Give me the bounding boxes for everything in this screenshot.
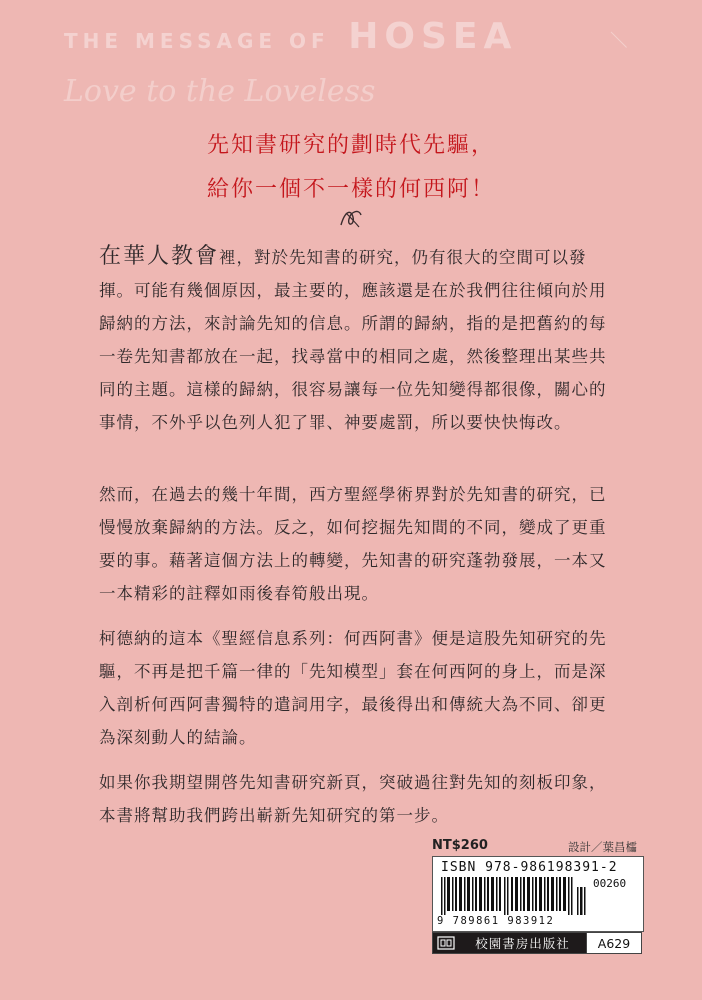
publisher-bar — [432, 932, 642, 954]
publisher-name: 校園書房出版社 — [475, 936, 570, 951]
tagline-line-2: 給你一個不一樣的何西阿！ — [206, 177, 495, 202]
fold-mark — [595, 32, 627, 64]
publisher-logo-icon — [433, 933, 459, 953]
body-paragraph-2: 然而，在過去的幾十年間，西方聖經學術界對於先知書的研究，已慢慢放棄歸納的方法。反之，如何挖掘先知間的不同，變成了更重要的事。藉著這個方法上的轉變，先知書的研究蓬勃發展，一本又一本精彩的註釋如雨後春筍般出現。 — [99, 485, 607, 603]
tagline-line-1: 先知書研究的劃時代先驅， — [206, 133, 495, 158]
paragraph-lead-text: 在華人教會 — [99, 244, 220, 269]
designer-credit: 設計／葉昌櫺 — [568, 840, 637, 854]
barcode-icon — [441, 877, 587, 915]
body-paragraph-3: 柯德納的這本《聖經信息系列：何西阿書》便是這股先知研究的先驅，不再是把千篇一律的「先知模型」套在何西阿的身上，而是深入剖析何西阿書獨特的遣詞用字，最後得出和傳統大為不同、卻更為深刻動人的結論。 — [99, 629, 607, 747]
isbn-label: ISBN 978-986198391-2 — [441, 860, 618, 875]
barcode-digits: 9 789861 983912 — [437, 915, 555, 927]
price-label: NT$260 — [432, 838, 488, 853]
barcode-box — [432, 856, 644, 932]
body-paragraph-4: 如果你我期望開啓先知書研究新頁，突破過往對先知的刻板印象，本書將幫助我們跨出嶄新先知研究的第一步。 — [99, 773, 607, 825]
body-paragraph-1 — [99, 240, 619, 439]
series-title-watermark — [64, 16, 517, 57]
catalog-code: A629 — [586, 933, 641, 953]
series-title-main: HOSEA — [348, 16, 518, 57]
addon-code: 00260 — [593, 877, 627, 890]
series-subtitle-watermark: Love to the Loveless — [64, 74, 376, 109]
swirl-ornament-icon — [337, 205, 365, 231]
paragraph-1-text: 裡，對於先知書的研究，仍有很大的空間可以發揮。可能有幾個原因，最主要的，應該還是在於我們往往傾向於用歸納的方法，來討論先知的信息。所謂的歸納，指的是把舊約的每一卷先知書都放在一起，找尋當中的相同之處，然後整理出某些共同的主題。這樣的歸納，很容易讓每一位先知變得都很像，關心的事情，不外乎以色列人犯了罪、神要處罰，所以要快快悔改。 — [99, 248, 607, 432]
series-title-prefix: THE MESSAGE OF — [64, 29, 330, 53]
